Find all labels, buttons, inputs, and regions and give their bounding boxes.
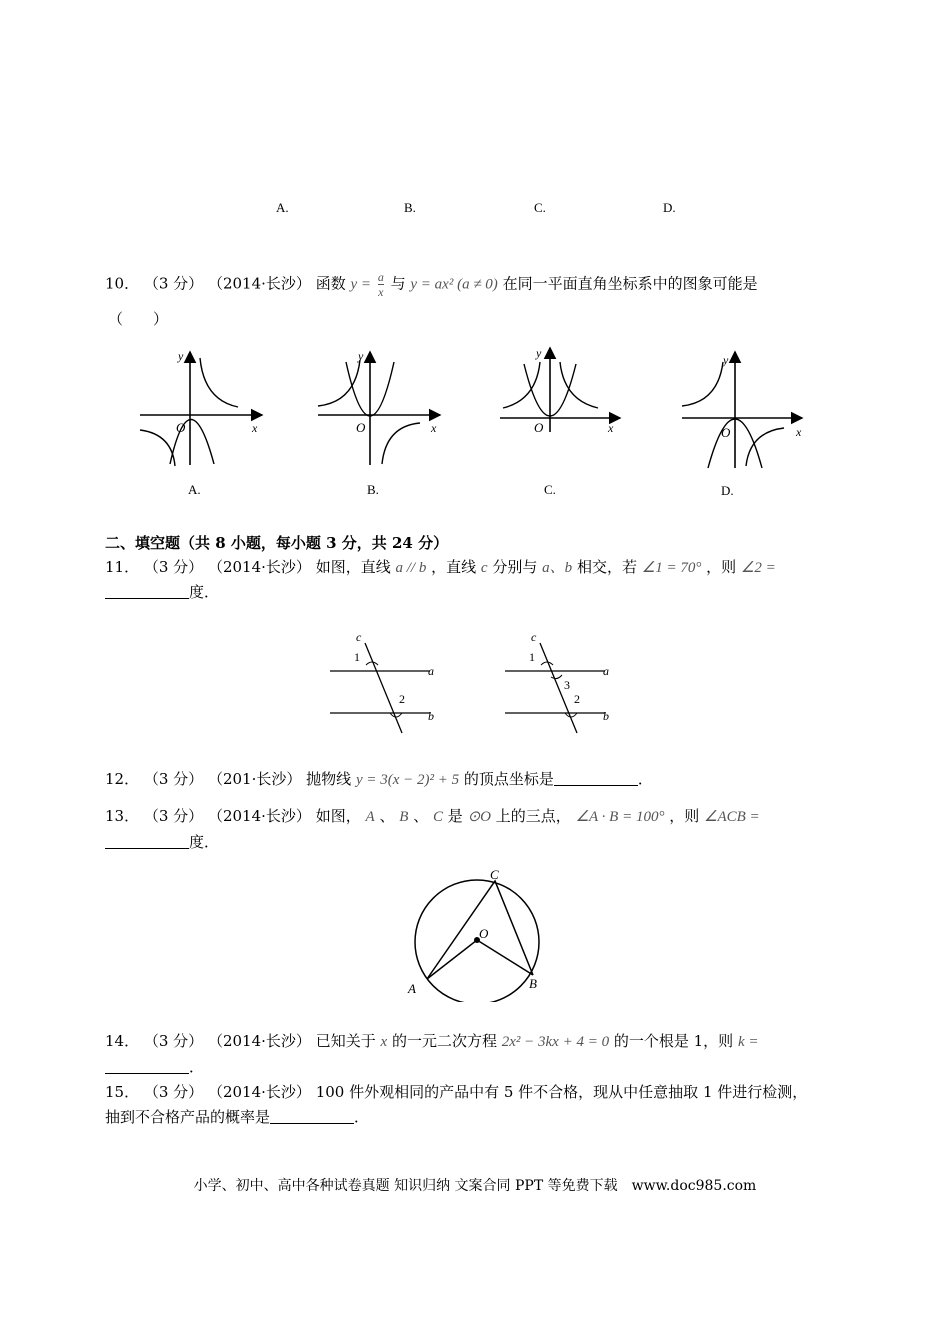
graph-d-x-label: x	[796, 425, 802, 439]
q10-option-d: D.	[721, 483, 734, 498]
prev-option-c: C.	[534, 200, 546, 215]
page-footer: 小学、初中、高中各种试卷真题 知识归纳 文案合同 PPT 等免费下载 www.doc985.com	[193, 1178, 757, 1194]
q11-right-label-a: a	[603, 664, 609, 678]
q14-answer-blank[interactable]	[105, 1059, 189, 1074]
q11-math-ab: a、b	[542, 560, 573, 576]
q13-sep-2: 、	[413, 807, 429, 825]
graph-c-y-label: y	[536, 346, 542, 360]
q11-right-label-b: b	[603, 709, 609, 723]
q14-number: 14．	[105, 1032, 140, 1050]
q11-math-parallel: a // b	[395, 560, 427, 576]
graph-a	[140, 349, 262, 466]
q10-option-b: B.	[367, 482, 379, 497]
q13-text-1: 如图，	[315, 807, 361, 825]
q12-text-1: 抛物线	[306, 770, 352, 788]
q13-label-b: B	[529, 976, 537, 991]
q11-text-4: 相交，若	[576, 558, 637, 576]
q14-text-2: 的一元二次方程	[391, 1032, 497, 1050]
q15-text-2: 抽到不合格产品的概率是	[105, 1108, 271, 1126]
question-12	[105, 768, 653, 791]
q12-text-2: 的顶点坐标是	[463, 770, 554, 788]
question-15	[105, 1081, 807, 1103]
q13-sep-1: 、	[379, 807, 395, 825]
q11-right-label-1: 1	[529, 650, 535, 664]
graph-a-origin: O	[176, 420, 186, 435]
q10-fraction	[378, 270, 384, 299]
graph-a-x-label: x	[252, 421, 258, 435]
question-13	[105, 805, 760, 828]
q12-source: （201·长沙）	[207, 770, 302, 788]
q10-option-c: C.	[544, 482, 556, 497]
q11-number: 11．	[105, 558, 140, 576]
q14-math-equation: 2x² − 3kx + 4 = 0	[501, 1034, 610, 1050]
graph-d	[682, 352, 802, 468]
q11-left-label-2: 2	[399, 692, 405, 706]
q14-text-3: 的一个根是 1，则	[613, 1032, 734, 1050]
graph-c	[500, 346, 620, 435]
q13-label-c: C	[490, 867, 499, 882]
q14-math-k: k =	[737, 1034, 759, 1050]
q15-number: 15．	[105, 1083, 140, 1101]
q12-answer-blank[interactable]	[554, 771, 638, 786]
q12-number: 12．	[105, 770, 140, 788]
q10-text-mid: 与	[390, 274, 406, 293]
q10-source: （2014·长沙）	[207, 274, 311, 293]
q11-line-2	[105, 581, 219, 603]
q10-option-a: A.	[188, 482, 201, 497]
q13-label-a: A	[408, 981, 416, 996]
q11-figures	[320, 625, 630, 740]
q10-graph-options	[120, 340, 840, 500]
q11-math-angle1: ∠1 = 70°	[641, 560, 702, 576]
question-14	[105, 1030, 759, 1053]
q10-function-2: y = ax² (a ≠ 0)	[410, 276, 498, 293]
q15-answer-blank[interactable]	[270, 1109, 354, 1124]
q11-left-label-c: c	[356, 630, 362, 644]
prev-option-b: B.	[404, 200, 416, 215]
q13-line-2	[105, 831, 219, 853]
q11-left-label-1: 1	[354, 650, 360, 664]
q11-answer-blank[interactable]	[105, 584, 189, 599]
q10-answer-paren: （ ）	[108, 310, 169, 328]
q11-right-label-3: 3	[564, 678, 570, 692]
q14-text-4: ．	[189, 1058, 205, 1076]
graph-b	[318, 349, 440, 465]
q15-score: （3 分）	[143, 1083, 204, 1101]
q13-text-5: 度．	[189, 833, 220, 851]
q10-number: 10．	[105, 274, 140, 293]
graph-d-y-label: y	[723, 353, 729, 367]
q11-figure-left	[330, 630, 434, 733]
q11-text-5: ，则	[706, 558, 737, 576]
section-2-title: 二、填空题（共 8 小题，每小题 3 分，共 24 分）	[105, 534, 449, 552]
graph-a-y-label: y	[178, 349, 184, 363]
question-11	[105, 556, 776, 579]
q11-math-c: c	[480, 560, 488, 576]
q14-score: （3 分）	[143, 1032, 204, 1050]
prev-option-a: A.	[276, 200, 289, 215]
q10-fraction-denominator: x	[378, 285, 384, 299]
q11-score: （3 分）	[143, 558, 204, 576]
q11-right-label-2: 2	[574, 692, 580, 706]
q13-text-4: ，则	[669, 807, 700, 825]
q11-text-3: 分别与	[492, 558, 538, 576]
q10-text-post: 在同一平面直角坐标系中的图象可能是	[502, 274, 758, 293]
q11-left-label-b: b	[428, 709, 434, 723]
q13-math-angle: ∠A · B = 100°	[575, 809, 665, 825]
q10-function-1-lhs: y =	[350, 276, 372, 293]
q11-text-1: 如图，直线	[315, 558, 391, 576]
q15-text-1: 100 件外观相同的产品中有 5 件不合格，现从中任意抽取 1 件进行检测，	[315, 1083, 808, 1101]
q11-source: （2014·长沙）	[207, 558, 311, 576]
q13-number: 13．	[105, 807, 140, 825]
q14-text-1: 已知关于	[315, 1032, 376, 1050]
q10-text-pre: 函数	[315, 274, 346, 293]
q14-line-2	[105, 1056, 204, 1078]
q13-text-3: 上的三点，	[495, 807, 571, 825]
q12-score: （3 分）	[143, 770, 204, 788]
q11-text-2: ，直线	[431, 558, 477, 576]
question-10	[105, 270, 758, 299]
q13-math-circle: ⊙O	[467, 809, 491, 825]
q15-text-end: ．	[354, 1108, 370, 1126]
q13-math-a: A	[365, 809, 375, 825]
q13-circle-figure	[400, 862, 560, 1002]
q11-figure-right	[505, 630, 609, 733]
graph-b-y-label: y	[358, 349, 364, 363]
q11-left-label-a: a	[428, 664, 434, 678]
q14-math-x: x	[380, 1034, 388, 1050]
graph-b-x-label: x	[431, 421, 437, 435]
q11-text-6: 度．	[189, 583, 220, 601]
q13-math-acb: ∠ACB =	[704, 809, 760, 825]
graph-d-origin: O	[721, 425, 731, 440]
q11-math-angle2: ∠2 =	[740, 560, 776, 576]
q12-text-3: ．	[637, 770, 653, 788]
q13-label-o: O	[479, 926, 489, 941]
graph-b-origin: O	[356, 420, 366, 435]
q10-fraction-numerator: a	[377, 270, 384, 284]
q15-line-2	[105, 1106, 369, 1128]
prev-option-d: D.	[663, 200, 676, 215]
graph-c-x-label: x	[608, 421, 614, 435]
graph-c-origin: O	[534, 420, 544, 435]
q14-source: （2014·长沙）	[207, 1032, 311, 1050]
q13-text-2: 是	[447, 807, 463, 825]
q11-right-label-c: c	[531, 630, 537, 644]
q15-source: （2014·长沙）	[207, 1083, 311, 1101]
q13-score: （3 分）	[143, 807, 204, 825]
q10-score: （3 分）	[143, 274, 204, 293]
q13-math-b: B	[399, 809, 409, 825]
q13-math-c: C	[433, 809, 444, 825]
q13-answer-blank[interactable]	[105, 834, 189, 849]
q12-math-parabola: y = 3(x − 2)² + 5	[355, 772, 460, 788]
q13-source: （2014·长沙）	[207, 807, 311, 825]
